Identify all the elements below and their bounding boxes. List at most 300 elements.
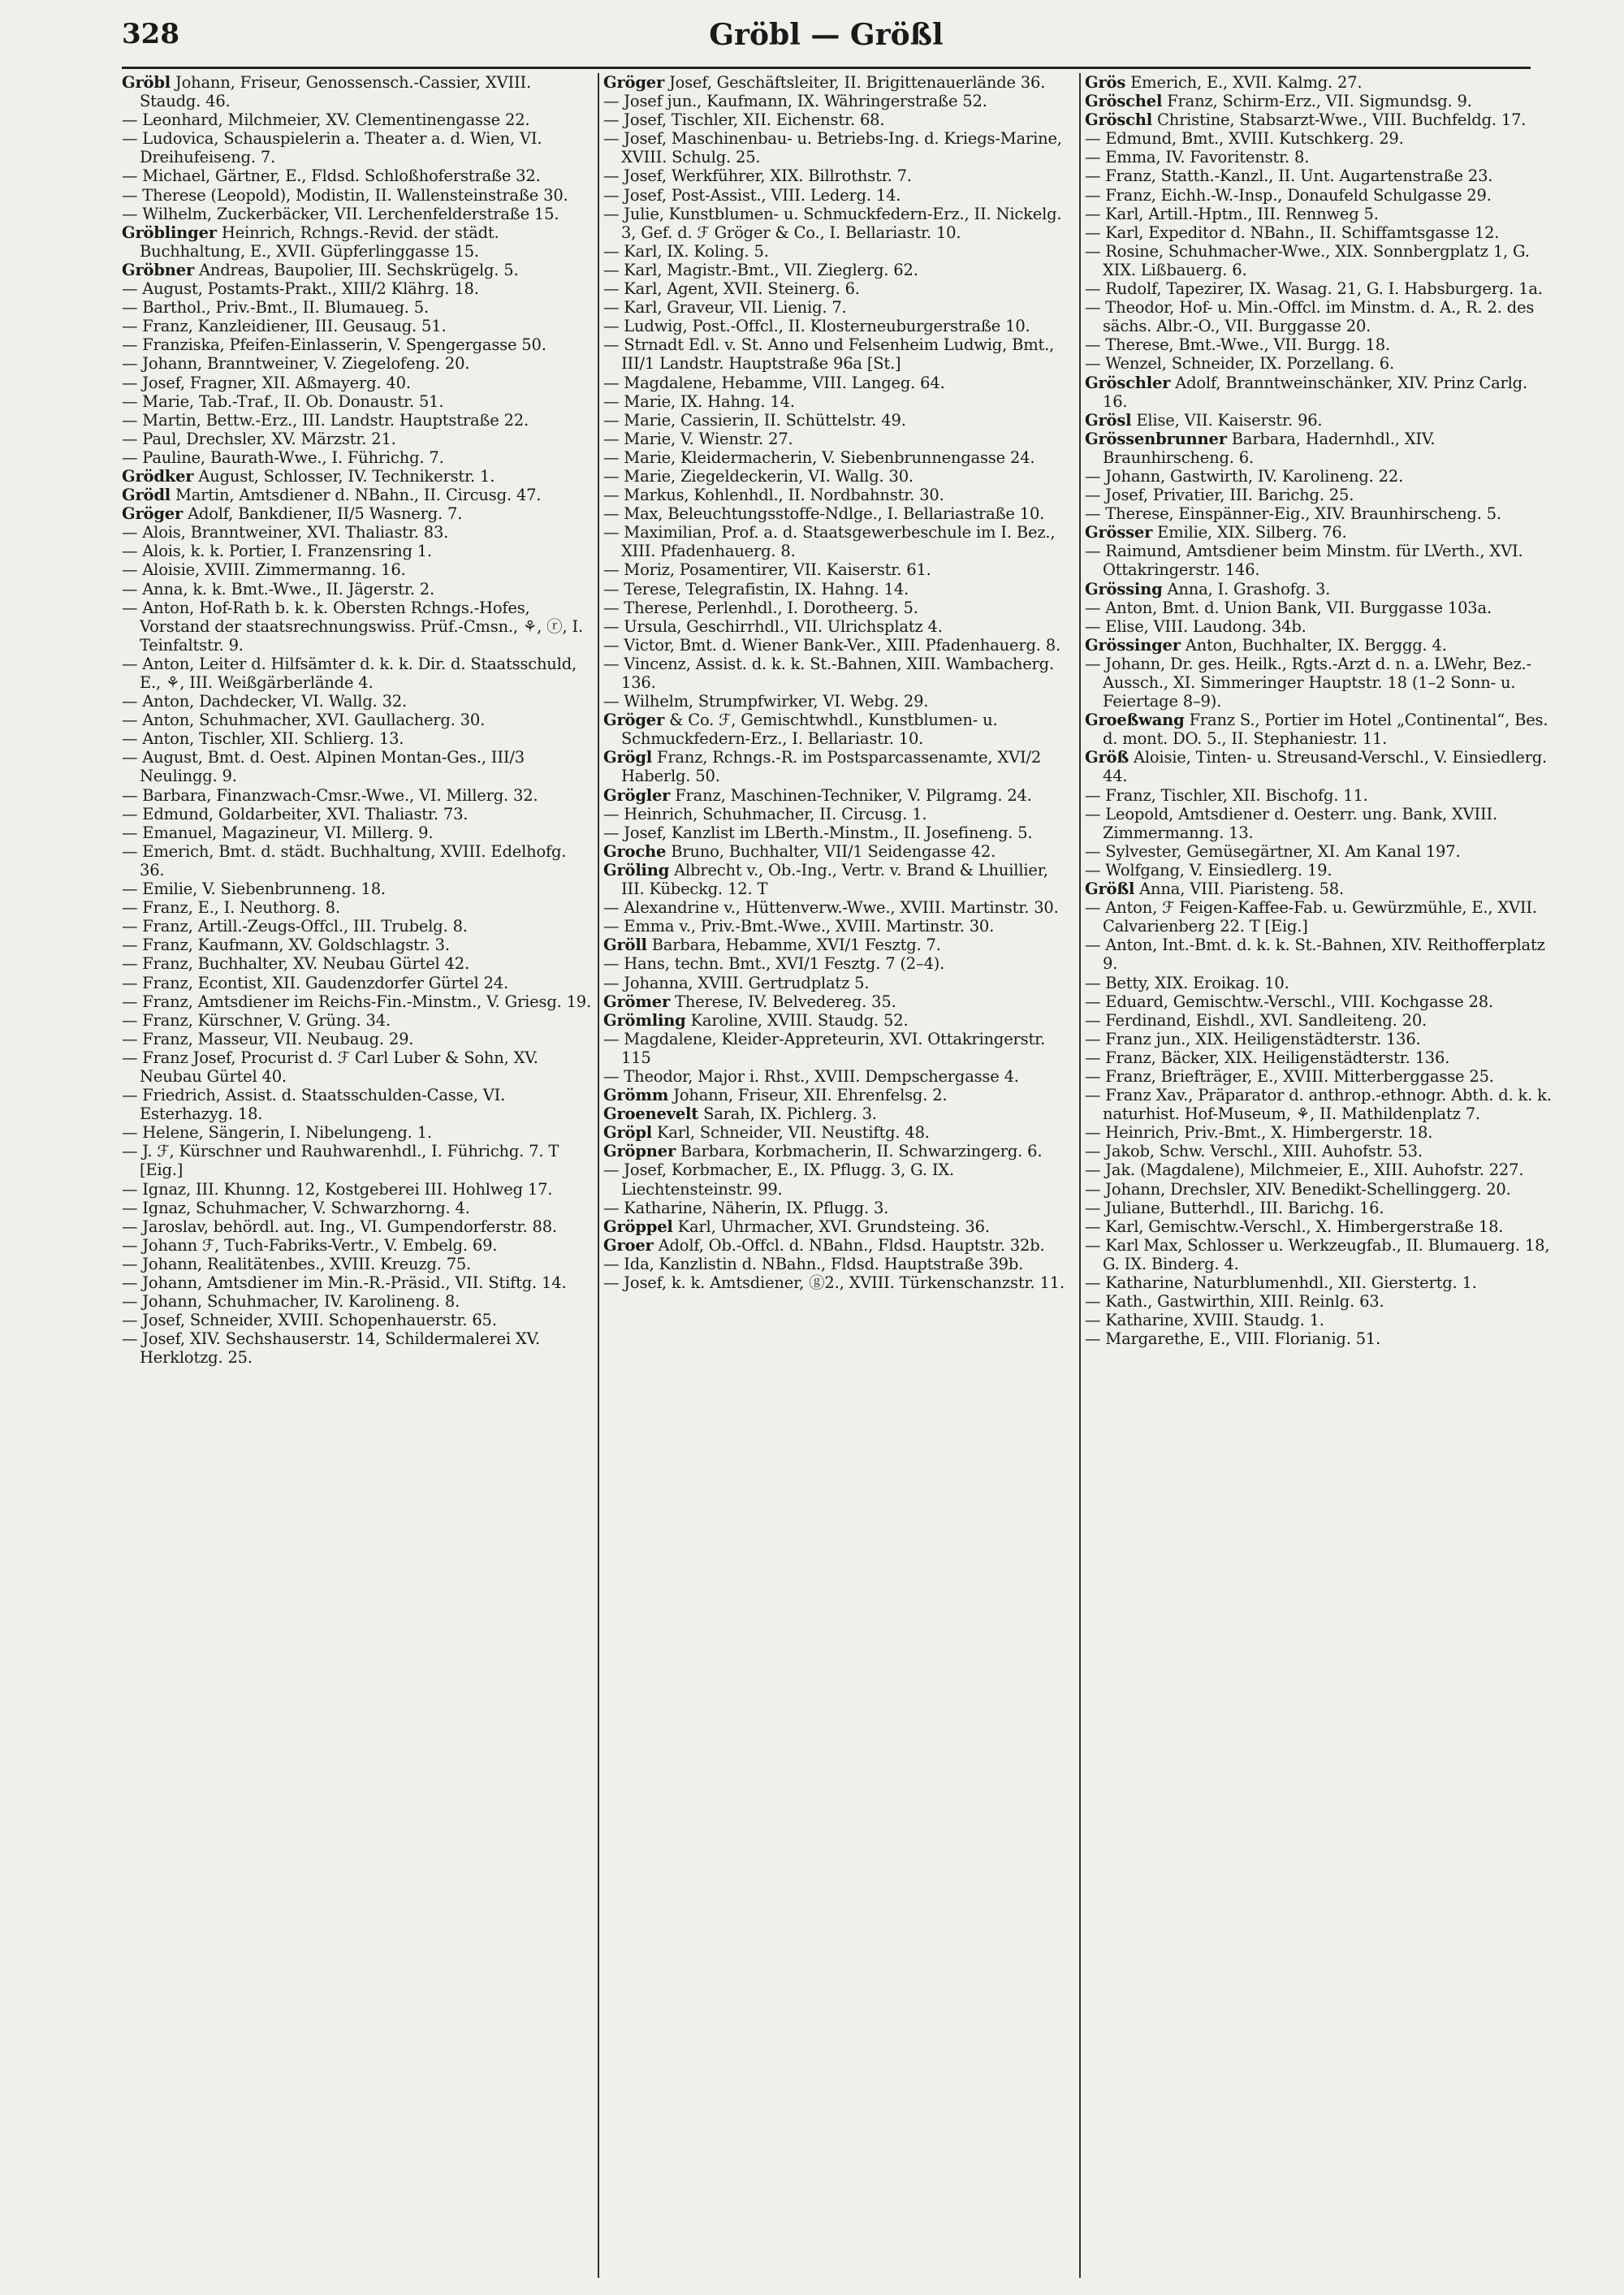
directory-entry [603,786,1073,805]
directory-entry [603,842,1073,861]
directory-entry [122,317,591,335]
directory-entry [1085,599,1554,617]
entry-text: — Rosine, Schuhmacher-Wwe., XIX. Sonnbergplatz 1, G. XIX. Lißbauerg. 6. [1085,241,1530,279]
entry-text: Emerich, E., XVII. Kalmg. 27. [1130,73,1363,92]
directory-entry [603,186,1073,205]
surname-heading: Gröger [122,504,184,524]
entry-text: — J. ℱ, Kürschner und Rauhwarenhdl., I. Führichg. 7. T [Eig.] [122,1142,559,1180]
directory-entry [603,861,1073,898]
directory-entry [122,374,591,392]
entry-text: — Karl, Agent, XVII. Steinerg. 6. [603,279,860,299]
entry-text: Martin, Amtsdiener d. NBahn., II. Circusg. 47. [175,486,542,505]
directory-entry [122,954,591,973]
entry-text: — Josef, Schneider, XVIII. Schopenhauerstr. 65. [122,1311,497,1330]
directory-entry [1085,636,1554,655]
entry-text: — Anton, Tischler, XII. Schlierg. 13. [122,729,404,749]
entry-text: Adolf, Ob.-Offcl. d. NBahn., Fldsd. Hauptstr. 32b. [658,1235,1045,1255]
entry-text: — Anton, ℱ Feigen-Kaffee-Fab. u. Gewürzmühle, E., XVII. Calvarienberg 22. T [Eig.] [1085,898,1537,936]
directory-entry [603,748,1073,785]
directory-entry [1085,1030,1554,1048]
surname-heading: Gröschl [1085,110,1152,130]
entry-text: — Ludwig, Post.-Offcl., II. Klosterneuburgerstraße 10. [603,317,1030,336]
directory-entry [603,1011,1073,1030]
directory-entry [122,748,591,785]
surname-heading: Grögler [603,785,671,805]
directory-entry [603,1199,1073,1217]
directory-entry [122,1199,591,1217]
entry-text: — Johann, Amtsdiener im Min.-R.-Präsid., VII. Stiftg. 14. [122,1273,567,1292]
entry-text: — Franz, Kanzleidiener, III. Geusaug. 51. [122,317,447,336]
directory-entry [1085,335,1554,354]
entry-text: August, Schlosser, IV. Technikerstr. 1. [198,466,495,486]
directory-entry [603,992,1073,1011]
entry-text: Karl, Schneider, VII. Neustiftg. 48. [656,1123,930,1143]
entry-text: — Anton, Schuhmacher, XVI. Gaullacherg. 30. [122,711,486,730]
column-3 [1085,73,1554,2280]
entry-text: Albrecht v., Ob.-Ing., Vertr. v. Brand & Lhuillier, III. Kübeckg. 12. T [621,860,1048,899]
page-title: Gröbl — Größl [709,18,944,52]
directory-entry [603,129,1073,166]
entry-text: — Marie, Cassierin, II. Schüttelstr. 49. [603,410,906,430]
entry-text: — Maximilian, Prof. a. d. Staatsgewerbeschule im I. Bez., XIII. Pfadenhauerg. 8. [603,523,1056,561]
surname-heading: Gröschel [1085,92,1163,111]
directory-entry [1085,1123,1554,1142]
directory-entry [1085,1142,1554,1160]
directory-entry [1085,242,1554,279]
directory-entry [603,317,1073,335]
directory-entry [603,73,1073,92]
directory-entry [603,298,1073,317]
directory-entry [603,411,1073,430]
entry-text: — Paul, Drechsler, XV. Märzstr. 21. [122,429,396,448]
directory-entry [122,1273,591,1292]
directory-entry [603,166,1073,185]
entry-text: — Josef, Fragner, XII. Aßmayerg. 40. [122,373,411,392]
entry-text: — Johann, Schuhmacher, IV. Karolineng. 8. [122,1292,460,1312]
directory-entry [603,936,1073,954]
entry-text: — Josef, XIV. Sechshauserstr. 14, Schildermalerei XV. Herklotzg. 25. [122,1329,541,1368]
entry-text: Franz, Schirm-Erz., VII. Sigmundsg. 9. [1167,92,1472,111]
entry-text: — Michael, Gärtner, E., Fldsd. Schloßhoferstraße 32. [122,166,541,186]
directory-entry [122,523,591,542]
directory-entry [122,823,591,842]
directory-entry [1085,186,1554,205]
entry-text: — Jak. (Magdalene), Milchmeier, E., XIII. Auhofstr. 227. [1085,1160,1524,1180]
surname-heading: Grössing [1085,579,1163,599]
directory-entry [1085,974,1554,992]
entry-text: — Johanna, XVIII. Gertrudplatz 5. [603,973,870,992]
entry-text: — Marie, Tab.-Traf., II. Ob. Donaustr. 51. [122,391,444,411]
directory-entry [1085,1086,1554,1123]
entry-text: Anna, I. Grashofg. 3. [1167,579,1331,599]
directory-entry [122,936,591,954]
entry-text: — Pauline, Baurath-Wwe., I. Führichg. 7. [122,447,444,467]
entry-text: Johann, Friseur, XII. Ehrenfelsg. 2. [673,1086,948,1105]
directory-entry [122,1217,591,1236]
directory-entry [1085,1329,1554,1348]
directory-entry [1085,880,1554,898]
entry-text: — Margarethe, E., VIII. Florianig. 51. [1085,1329,1381,1349]
surname-heading: Gröblinger [122,223,217,242]
directory-entry [122,805,591,823]
entry-text: — Karl, Artill.-Hptm., III. Rennweg 5. [1085,204,1379,223]
entry-text: — Josef, Werkführer, XIX. Billrothstr. 7. [603,166,912,186]
entry-text: — Anton, Int.-Bmt. d. k. k. St.-Bahnen, XIV. Reithofferplatz 9. [1085,936,1545,974]
directory-entry [122,917,591,936]
surname-heading: Grödker [122,466,194,486]
entry-text: — Franz, Statth.-Kanzl., II. Unt. Augartenstraße 23. [1085,166,1493,186]
directory-entry [1085,1292,1554,1311]
entry-text: — Johann, Dr. ges. Heilk., Rgts.-Arzt d. n. a. LWehr, Bez.-Aussch., XI. Simmeringer Hauptstr. 18 (1–2 Sonn- u. Feiertage 8–9). [1085,654,1531,711]
directory-entry [1085,523,1554,542]
entry-text: & Co. ℱ, Gemischtwhdl., Kunstblumen- u. Schmuckfedern-Erz., I. Bellariastr. 10. [621,711,998,749]
entry-text: — Wilhelm, Strumpfwirker, VI. Webg. 29. [603,692,929,711]
directory-entry [122,467,591,486]
entry-text: — Vincenz, Assist. d. k. k. St.-Bahnen, XIII. Wambacherg. 136. [603,654,1054,692]
directory-entry [122,1086,591,1123]
entry-text: — Emma v., Priv.-Bmt.-Wwe., XVIII. Martinstr. 30. [603,917,995,936]
entry-text: Anton, Buchhalter, IX. Berggg. 4. [1185,635,1447,655]
directory-entry [1085,1160,1554,1179]
directory-entry [122,354,591,373]
directory-entry [122,1255,591,1273]
directory-entry [1085,166,1554,185]
surname-heading: Gröpner [603,1142,676,1161]
directory-entry [122,1236,591,1255]
directory-entry [603,110,1073,129]
surname-heading: Größl [1085,880,1135,899]
directory-entry [122,655,591,692]
entry-text: Sarah, IX. Pichlerg. 3. [703,1104,877,1124]
entry-text: — Marie, V. Wienstr. 27. [603,429,793,448]
entry-text: — Jakob, Schw. Verschl., XIII. Auhofstr. 53. [1085,1142,1423,1161]
entry-text: — Franz, Artill.-Zeugs-Offcl., III. Trubelg. 8. [122,917,468,936]
entry-text: — Johann, Drechsler, XIV. Benedikt-Schellinggerg. 20. [1085,1179,1511,1199]
surname-heading: Gröll [603,936,647,955]
entry-text: — Marie, IX. Hahng. 14. [603,391,795,411]
entry-text: — Franz Josef, Procurist d. ℱ Carl Luber & Sohn, XV. Neubau Gürtel 40. [122,1048,538,1086]
entry-text: Johann, Friseur, Genossensch.-Cassier, XVIII. Staudg. 46. [140,73,531,111]
entry-text: — Josef, Kanzlist im LBerth.-Minstm., II. Josefineng. 5. [603,823,1033,842]
directory-entry [122,205,591,223]
entry-text: Adolf, Bankdiener, II/5 Wasnerg. 7. [188,504,463,524]
entry-text: — Therese, Bmt.-Wwe., VII. Burgg. 18. [1085,335,1390,355]
entry-text: — Elise, VIII. Laudong. 34b. [1085,616,1307,636]
entry-text: Elise, VII. Kaiserstr. 96. [1136,410,1323,430]
page-header [122,18,1531,58]
entry-text: — Friedrich, Assist. d. Staatsschulden-Casse, VI. Esterhazyg. 18. [122,1086,506,1124]
directory-entry [1085,374,1554,411]
directory-entry [1085,617,1554,636]
directory-entry [1085,936,1554,973]
directory-entry [1085,861,1554,880]
entry-text: Franz, Rchngs.-R. im Postsparcassenamte, XVI/2 Haberlg. 50. [621,748,1042,786]
directory-entry [1085,129,1554,148]
entry-text: — Anton, Leiter d. Hilfsämter d. k. k. Dir. d. Staatsschuld, E., ⚘, III. Weißgärberlände 4. [122,654,577,692]
directory-entry [603,523,1073,560]
entry-text: — Franz, Bäcker, XIX. Heiligenstädterstr. 136. [1085,1048,1450,1067]
directory-entry [122,261,591,279]
directory-entry [603,1123,1073,1142]
entry-text: — Alexandrine v., Hüttenverw.-Wwe., XVIII. Martinstr. 30. [603,898,1059,918]
entry-text: — Katharine, Näherin, IX. Pflugg. 3. [603,1198,889,1217]
directory-entry [122,166,591,185]
directory-entry [122,992,591,1011]
surname-heading: Gröger [603,711,665,730]
entry-text: — Karl, IX. Koling. 5. [603,241,769,261]
directory-entry [1085,504,1554,523]
directory-entry [122,1123,591,1142]
entry-text: — Karl, Expeditor d. NBahn., II. Schiffamtsgasse 12. [1085,223,1500,242]
entry-text: — Edmund, Bmt., XVIII. Kutschkerg. 29. [1085,129,1404,149]
directory-entry [122,430,591,448]
entry-text: — Eduard, Gemischtw.-Verschl., VIII. Kochgasse 28. [1085,992,1493,1011]
directory-entry [603,917,1073,936]
entry-text: Therese, IV. Belvedereg. 35. [675,992,896,1011]
entry-text: — Therese, Perlenhdl., I. Dorotheerg. 5. [603,598,918,617]
entry-text: Karl, Uhrmacher, XVI. Grundsteing. 36. [677,1217,990,1236]
directory-entry [122,411,591,430]
directory-entry [603,335,1073,373]
directory-entry [603,580,1073,599]
entry-text: — Rudolf, Tapezirer, IX. Wasag. 21, G. I. Habsburgerg. 1a. [1085,279,1543,299]
entry-text: — Franz jun., XIX. Heiligenstädterstr. 136. [1085,1029,1421,1048]
entry-text: — Theodor, Major i. Rhst., XVIII. Dempschergasse 4. [603,1066,1019,1086]
directory-entry [122,298,591,317]
directory-entry [1085,580,1554,599]
entry-text: — Ignaz, III. Khunng. 12, Kostgeberei III. Hohlweg 17. [122,1179,553,1199]
surname-heading: Gröger [603,73,665,92]
directory-entry [603,711,1073,748]
entry-text: — Josef, Tischler, XII. Eichenstr. 68. [603,110,885,130]
entry-text: — Helene, Sängerin, I. Nibelungeng. 1. [122,1123,432,1143]
directory-entry [1085,354,1554,373]
directory-entry [122,974,591,992]
entry-text: — Johann, Gastwirth, IV. Karolineng. 22. [1085,466,1404,486]
column-divider-1 [598,73,599,2278]
directory-entry [1085,711,1554,748]
entry-text: — Heinrich, Priv.-Bmt., X. Himbergerstr. 18. [1085,1123,1433,1143]
directory-entry [122,223,591,261]
directory-entry [603,205,1073,242]
surname-heading: Gröppel [603,1217,673,1236]
directory-entry [603,279,1073,298]
entry-text: — Anna, k. k. Bmt.-Wwe., II. Jägerstr. 2. [122,579,435,599]
entry-text: — Raimund, Amtsdiener beim Minstm. für LVerth., XVI. Ottakringerstr. 146. [1085,542,1523,580]
column-divider-2 [1079,73,1081,2278]
entry-text: — Johann, Branntweiner, V. Ziegelofeng. 20. [122,354,470,374]
directory-entry [1085,898,1554,936]
entry-text: Franz, Maschinen-Techniker, V. Pilgramg. 24. [675,785,1032,805]
directory-entry [122,110,591,129]
entry-text: — Emilie, V. Siebenbrunneng. 18. [122,880,386,899]
entry-text: — Victor, Bmt. d. Wiener Bank-Ver., XIII. Pfadenhauerg. 8. [603,635,1060,655]
entry-text: Emilie, XIX. Silberg. 76. [1157,523,1347,542]
entry-text: — Sylvester, Gemüsegärtner, XI. Am Kanal 197. [1085,841,1461,861]
column-2 [603,73,1073,2280]
directory-entry [122,279,591,298]
surname-heading: Grösl [1085,410,1132,430]
directory-entry [1085,748,1554,785]
surname-heading: Gröschler [1085,373,1171,392]
directory-entry [1085,411,1554,430]
entry-text: — Martin, Bettw.-Erz., III. Landstr. Hauptstraße 22. [122,410,529,430]
directory-entry [603,1104,1073,1123]
entry-text: — Barbara, Finanzwach-Cmsr.-Wwe., VI. Millerg. 32. [122,785,538,805]
directory-entry [603,692,1073,711]
entry-text: — Emanuel, Magazineur, VI. Millerg. 9. [122,823,434,842]
entry-text: Karoline, XVIII. Staudg. 52. [690,1010,909,1030]
directory-entry [122,392,591,411]
directory-entry [603,392,1073,411]
entry-text: — Heinrich, Schuhmacher, II. Circusg. 1. [603,804,927,823]
directory-entry [603,1067,1073,1086]
directory-entry [1085,430,1554,467]
entry-text: — Therese (Leopold), Modistin, II. Wallensteinstraße 30. [122,185,568,205]
entry-text: — Katharine, Naturblumenhdl., XII. Gierstertg. 1. [1085,1273,1477,1292]
entry-text: Barbara, Korbmacherin, II. Schwarzingerg. 6. [680,1142,1043,1161]
entry-text: — Hans, techn. Bmt., XVI/1 Fesztg. 7 (2–4). [603,954,945,974]
directory-entry [603,974,1073,992]
directory-entry [122,1329,591,1367]
surname-heading: Grögl [603,748,652,767]
directory-entry [603,636,1073,655]
entry-text: — Josef, Maschinenbau- u. Betriebs-Ing. d. Kriegs-Marine, XVIII. Schulg. 25. [603,129,1062,167]
entry-text: Anna, VIII. Piaristeng. 58. [1139,880,1344,899]
directory-entry [122,1311,591,1329]
entry-text: — Franz, E., I. Neuthorg. 8. [122,898,340,918]
surname-heading: Groenevelt [603,1104,699,1124]
entry-text: — Franz, Tischler, XII. Bischofg. 11. [1085,785,1368,805]
entry-text: — Franz, Kaufmann, XV. Goldschlagstr. 3. [122,936,450,955]
entry-text: — Terese, Telegrafistin, IX. Hahng. 14. [603,579,909,599]
entry-text: Bruno, Buchhalter, VII/1 Seidengasse 42. [671,841,996,861]
surname-heading: Grömm [603,1086,669,1105]
directory-entry [1085,279,1554,298]
entry-text: — Josef, k. k. Amtsdiener, ⓖ2., XVIII. Türkenschanzstr. 11. [603,1273,1065,1292]
directory-entry [603,92,1073,110]
directory-entry [122,1011,591,1030]
entry-text: — Ferdinand, Eishdl., XVI. Sandleiteng. 20. [1085,1010,1427,1030]
entry-text: — Anton, Hof-Rath b. k. k. Obersten Rchngs.-Hofes, Vorstand der staatsrechnungswiss. Prüf.-Cmsn., ⚘, ⓡ, I. Teinfaltstr. 9. [122,598,583,655]
directory-entry [1085,1217,1554,1236]
directory-entry [1085,1048,1554,1067]
surname-heading: Groer [603,1235,654,1255]
directory-entry [1085,205,1554,223]
entry-text: Christine, Stabsarzt-Wwe., VIII. Buchfeldg. 17. [1156,110,1527,130]
directory-entry [603,1030,1073,1067]
directory-entry [1085,1180,1554,1199]
entry-text: — Ludovica, Schauspielerin a. Theater a. d. Wien, VI. Dreihufeiseng. 7. [122,129,542,167]
directory-entry [603,1255,1073,1273]
directory-entry [1085,486,1554,504]
column-1 [122,73,591,2280]
entry-text: — Emma, IV. Favoritenstr. 8. [1085,148,1310,167]
surname-heading: Grödl [122,486,171,505]
directory-entry [122,692,591,711]
surname-heading: Grösser [1085,523,1153,542]
directory-entry [122,486,591,504]
entry-text: Heinrich, Rchngs.-Revid. der städt. Buchhaltung, E., XVII. Güpferlinggasse 15. [140,223,499,261]
directory-entry [1085,1311,1554,1329]
directory-entry [1085,92,1554,110]
directory-entry [122,560,591,579]
entry-text: — Josef, Post-Assist., VIII. Lederg. 14. [603,185,901,205]
entry-text: — August, Bmt. d. Oest. Alpinen Montan-Ges., III/3 Neulingg. 9. [122,748,525,786]
entry-text: — Karl, Gemischtw.-Verschl., X. Himbergerstraße 18. [1085,1217,1504,1236]
directory-entry [603,448,1073,467]
entry-text: — Franz, Briefträger, E., XVIII. Mitterberggasse 25. [1085,1066,1494,1086]
surname-heading: Grössenbrunner [1085,429,1227,448]
directory-entry [1085,1011,1554,1030]
entry-text: — Therese, Einspänner-Eig., XIV. Braunhirscheng. 5. [1085,504,1501,524]
entry-text: — Julie, Kunstblumen- u. Schmuckfedern-Erz., II. Nickelg. 3, Gef. d. ℱ Gröger & Co., I. Bellariastr. 10. [603,204,1062,242]
entry-text: — Jaroslav, behördl. aut. Ing., VI. Gumpendorferstr. 88. [122,1217,557,1236]
directory-entry [603,430,1073,448]
directory-entry [1085,298,1554,335]
directory-entry [1085,842,1554,861]
directory-entry [603,617,1073,636]
entry-text: — Wolfgang, V. Einsiedlerg. 19. [1085,860,1332,880]
entry-text: — Betty, XIX. Eroikag. 10. [1085,973,1289,992]
header-rule [122,67,1531,69]
entry-text: — August, Postamts-Prakt., XIII/2 Klährg. 18. [122,279,479,299]
directory-entry [603,467,1073,486]
directory-entry [1085,786,1554,805]
surname-heading: Grös [1085,73,1126,92]
directory-entry [1085,73,1554,92]
entry-text: — Kath., Gastwirthin, XIII. Reinlg. 63. [1085,1292,1384,1312]
entry-text: — Juliane, Butterhdl., III. Barichg. 16. [1085,1198,1384,1217]
directory-entry [122,786,591,805]
entry-text: — Max, Beleuchtungsstoffe-Ndlge., I. Bellariastraße 10. [603,504,1045,524]
directory-entry [603,1236,1073,1255]
entry-text: — Magdalene, Kleider-Appreteurin, XVI. Ottakringerstr. 115 [603,1029,1046,1067]
directory-entry [1085,1199,1554,1217]
entry-text: — Franz, Buchhalter, XV. Neubau Gürtel 42. [122,954,470,974]
entry-text: — Franz, Masseur, VII. Neubaug. 29. [122,1029,414,1048]
entry-text: — Franz, Amtsdiener im Reichs-Fin.-Minstm., V. Griesg. 19. [122,992,591,1011]
surname-heading: Grömer [603,992,671,1011]
entry-text: — Marie, Ziegeldeckerin, VI. Wallg. 30. [603,466,914,486]
directory-entry [1085,110,1554,129]
entry-text: — Ignaz, Schuhmacher, V. Schwarzhorng. 4. [122,1198,470,1217]
surname-heading: Gröling [603,860,670,880]
entry-text: — Anton, Bmt. d. Union Bank, VII. Burggasse 103a. [1085,598,1492,617]
directory-entry [122,73,591,110]
directory-entry [122,898,591,917]
entry-text: — Moriz, Posamentirer, VII. Kaiserstr. 61. [603,560,931,580]
entry-text: — Josef, Privatier, III. Barichg. 25. [1085,486,1354,505]
directory-entry [603,823,1073,842]
entry-text: — Josef jun., Kaufmann, IX. Währingerstraße 52. [603,92,987,111]
directory-entry [1085,542,1554,579]
entry-text: — Markus, Kohlenhdl., II. Nordbahnstr. 30. [603,486,944,505]
directory-entry [122,729,591,748]
directory-entry [122,599,591,655]
directory-entry [603,486,1073,504]
entry-text: Adolf, Branntweinschänker, XIV. Prinz Carlg. 16. [1103,373,1527,411]
directory-entry [122,580,591,599]
directory-entry [122,1142,591,1179]
directory-entry [122,880,591,898]
entry-text: — Franziska, Pfeifen-Einlasserin, V. Spengergasse 50. [122,335,546,355]
directory-entry [122,335,591,354]
directory-entry [603,261,1073,279]
directory-entry [603,954,1073,973]
entry-text: — Magdalene, Hebamme, VIII. Langeg. 64. [603,373,945,392]
entry-text: — Franz Xav., Präparator d. anthrop.-ethnogr. Abth. d. k. k. naturhist. Hof-Museum, ⚘, II. Mathildenplatz 7. [1085,1086,1552,1124]
